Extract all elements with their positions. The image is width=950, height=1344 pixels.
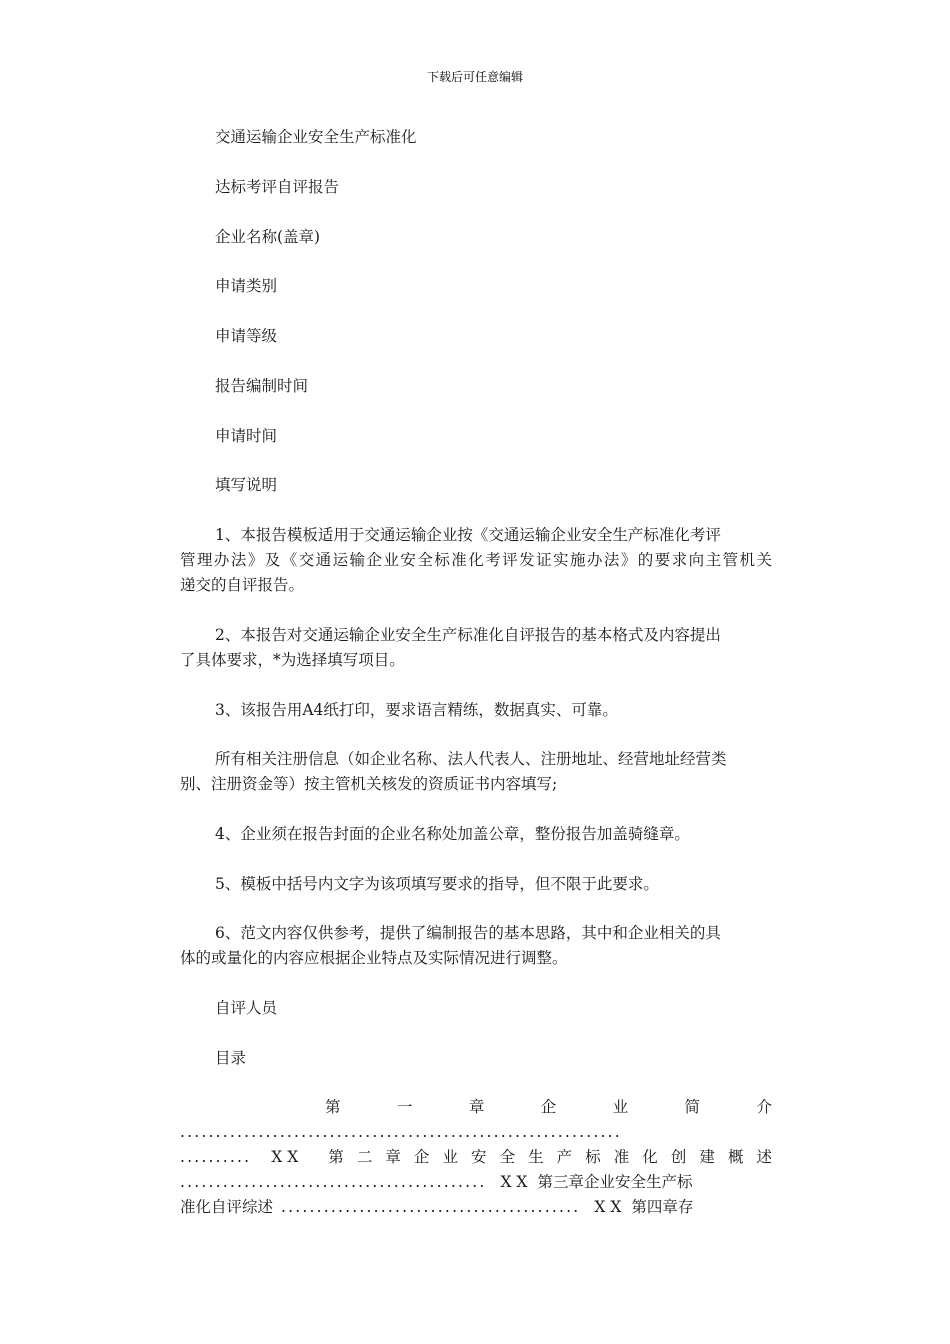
registration-info-paragraph xyxy=(180,747,772,797)
toc-chapter-1-char: 章 xyxy=(468,1098,485,1116)
toc-row-chapter-3-cont xyxy=(180,1195,772,1220)
application-time-label: 申请时间 xyxy=(215,427,278,445)
instruction-item-5: 5、模板中括号内文字为该项填写要求的指导，但不限于此要求。 xyxy=(215,875,659,893)
toc-chapter-3-title-part2: 准化自评综述 xyxy=(180,1198,274,1216)
toc-page-number: X X xyxy=(271,1148,299,1166)
application-grade-label: 申请等级 xyxy=(215,327,278,345)
download-note: 下载后可任意编辑 xyxy=(426,70,523,84)
toc-chapter-2-char: 述 xyxy=(756,1148,772,1166)
instruction-item-1-line3: 递交的自评报告。 xyxy=(180,576,305,594)
toc-page-number: X X xyxy=(500,1173,528,1191)
toc-leader-dots-2: .......... xyxy=(180,1148,252,1166)
toc-row-chapter-1 xyxy=(180,1095,772,1120)
instruction-item-4: 4、企业须在报告封面的企业名称处加盖公章，整份报告加盖骑缝章。 xyxy=(215,825,690,843)
toc-chapter-2-char: 建 xyxy=(699,1148,715,1166)
report-title-line1: 交通运输企业安全生产标准化 xyxy=(215,128,417,146)
toc-chapter-1-char: 第 xyxy=(325,1098,341,1116)
instruction-item-3: 3、该报告用A4纸打印，要求语言精练，数据真实、可靠。 xyxy=(215,701,618,719)
toc-chapter-2-char: 生 xyxy=(528,1148,544,1166)
toc-chapter-3-title-part1: 第三章企业安全生产标 xyxy=(537,1173,693,1191)
toc-chapter-2-char: 全 xyxy=(499,1148,516,1166)
toc-chapter-1-char: 企 xyxy=(540,1098,557,1116)
registration-info-line1: 所有相关注册信息（如企业名称、法人代表人、注册地址、经营地址经营类 xyxy=(215,750,727,768)
toc-row-chapter-2 xyxy=(180,1145,772,1170)
toc-chapter-2-title xyxy=(328,1145,772,1170)
instruction-item-6 xyxy=(180,921,772,971)
toc-chapter-2-char: 产 xyxy=(556,1148,573,1166)
toc-row-dots xyxy=(180,1120,772,1145)
instruction-item-6-line1: 6、范文内容仅供参考，提供了编制报告的基本思路，其中和企业相关的具 xyxy=(215,924,721,942)
instructions-heading: 填写说明 xyxy=(215,476,278,494)
toc-heading: 目录 xyxy=(215,1049,247,1067)
report-compile-time-label: 报告编制时间 xyxy=(215,377,309,395)
toc-leader-dots: .............................................................. xyxy=(180,1123,622,1141)
company-name-label: 企业名称(盖章) xyxy=(215,228,321,246)
toc-page-number: X X xyxy=(594,1198,622,1216)
instruction-item-1 xyxy=(180,523,772,598)
instruction-item-1-line2: 管理办法》及《交通运输企业安全标准化考评发证实施办法》的要求向主管机关 xyxy=(180,551,772,569)
toc-chapter-1-char: 业 xyxy=(612,1098,629,1116)
toc-chapter-2-char: 创 xyxy=(670,1148,687,1166)
toc-chapter-2-char: 概 xyxy=(727,1148,744,1166)
registration-info-line2: 别、注册资金等）按主管机关核发的资质证书内容填写; xyxy=(180,775,558,793)
instruction-item-2 xyxy=(180,623,772,673)
toc-chapter-2-char: 第 xyxy=(328,1148,344,1166)
toc-chapter-1-title xyxy=(325,1095,772,1120)
toc-chapter-2-char: 准 xyxy=(613,1148,630,1166)
toc-chapter-1-char: 简 xyxy=(684,1098,701,1116)
toc-chapter-4-title-part: 第四章存 xyxy=(631,1198,694,1216)
toc-chapter-2-char: 化 xyxy=(642,1148,658,1166)
instruction-item-2-line1: 2、本报告对交通运输企业安全生产标准化自评报告的基本格式及内容提出 xyxy=(215,626,721,644)
table-of-contents xyxy=(180,1095,772,1220)
instruction-item-6-line2: 体的或量化的内容应根据企业特点及实际情况进行调整。 xyxy=(180,949,568,967)
instruction-item-1-line1: 1、本报告模板适用于交通运输企业按《交通运输企业安全生产标准化考评 xyxy=(215,526,721,544)
toc-chapter-2-char: 标 xyxy=(585,1148,601,1166)
toc-chapter-2-char: 业 xyxy=(442,1148,458,1166)
toc-chapter-2-char: 安 xyxy=(471,1148,487,1166)
instruction-item-2-line2: 了具体要求，*为选择填写项目。 xyxy=(180,651,405,669)
toc-chapter-1-char: 一 xyxy=(396,1098,413,1116)
toc-chapter-2-char: 二 xyxy=(356,1148,373,1166)
toc-chapter-2-char: 企 xyxy=(413,1148,430,1166)
self-evaluator-label: 自评人员 xyxy=(215,999,278,1017)
toc-leader-dots-4: .......................................... xyxy=(281,1198,581,1216)
toc-chapter-2-char: 章 xyxy=(385,1148,401,1166)
toc-row-chapter-3 xyxy=(180,1170,772,1195)
toc-chapter-1-char: 介 xyxy=(756,1098,772,1116)
toc-leader-dots-3: ........................................... xyxy=(180,1173,487,1191)
application-category-label: 申请类别 xyxy=(215,277,278,295)
report-title-line2: 达标考评自评报告 xyxy=(215,178,340,196)
